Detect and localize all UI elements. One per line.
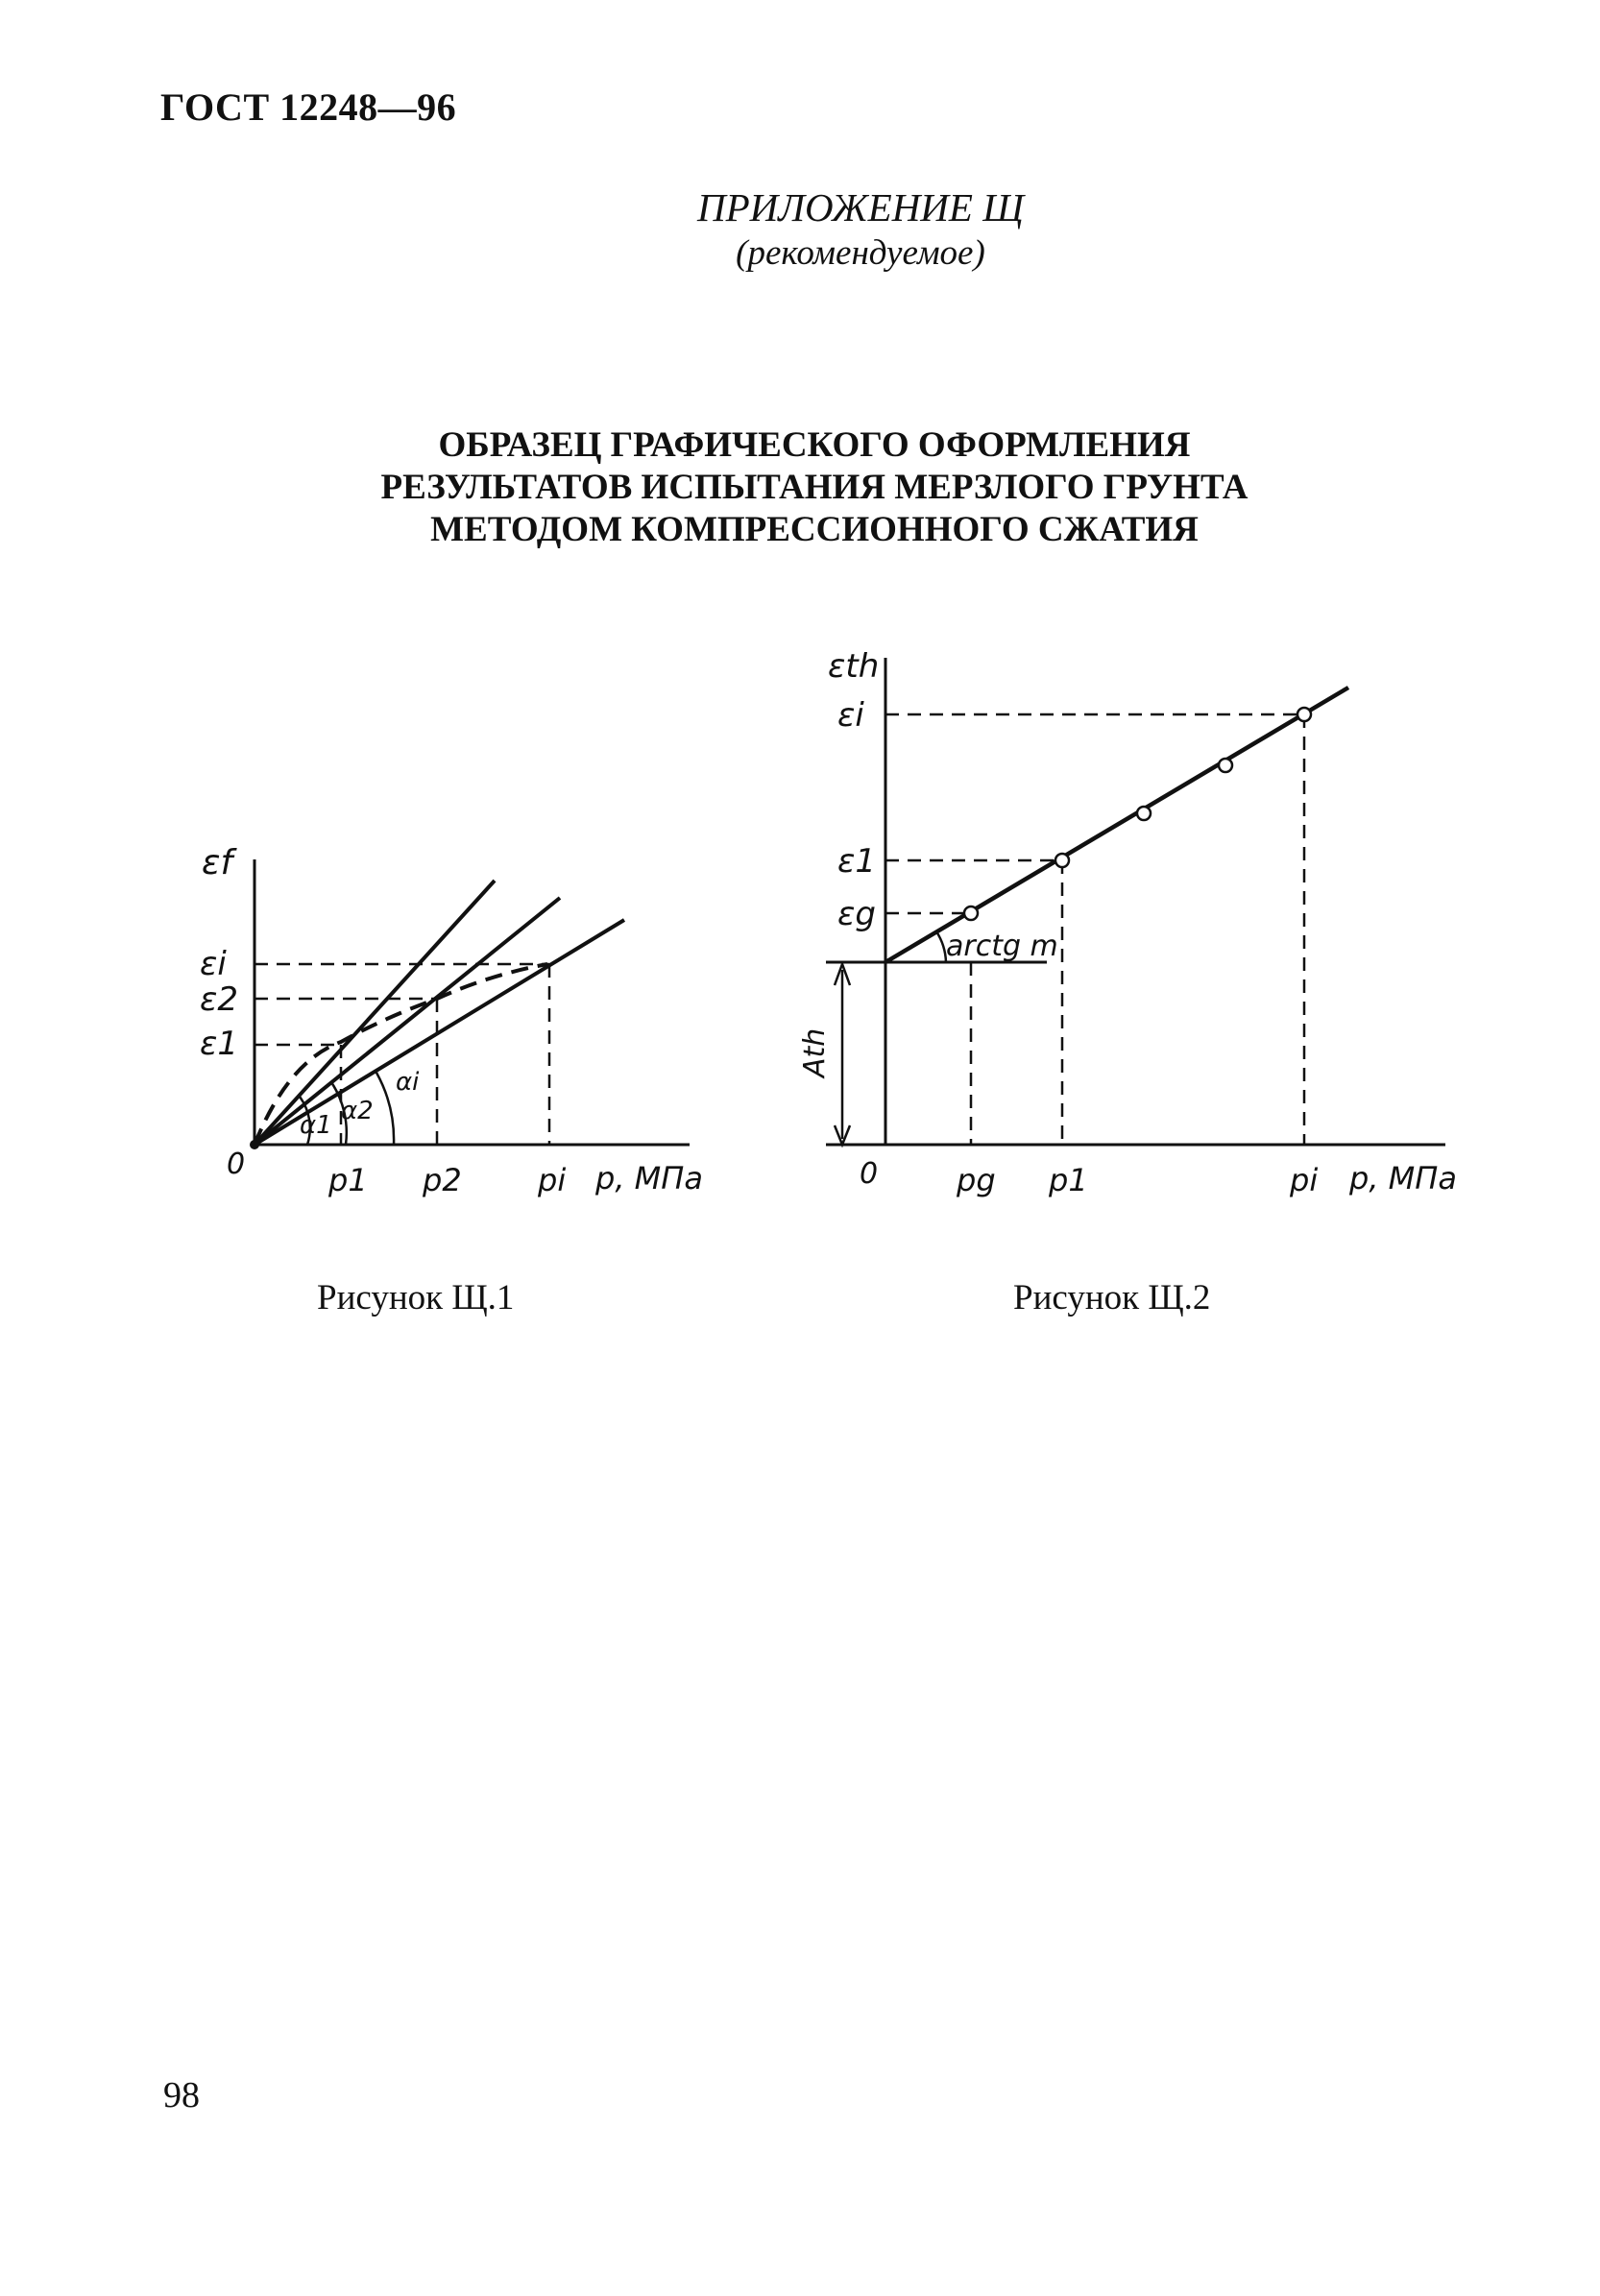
fig2-marker	[964, 906, 978, 920]
fig2-y-label: εth	[828, 647, 880, 686]
fig2-x-tick: pg	[957, 1162, 996, 1198]
fig2-y-tick: εi	[837, 696, 864, 735]
fig2-y-tick: εg	[837, 895, 876, 933]
fig1-x-tick: pi	[538, 1162, 567, 1198]
document-title-line: МЕТОДОМ КОМПРЕССИОННОГО СЖАТИЯ	[430, 510, 1199, 549]
page-number: 98	[163, 2075, 200, 2115]
fig2-fit-line	[885, 688, 1348, 962]
fig1-x-label: p, МПа	[595, 1160, 703, 1196]
fig2-arc-slope	[936, 931, 946, 962]
appendix-title: ПРИЛОЖЕНИЕ Щ	[697, 185, 1024, 230]
fig1-x-tick: p2	[423, 1162, 462, 1198]
fig1-origin-label: 0	[227, 1148, 246, 1181]
fig1-y-tick: εi	[200, 945, 227, 983]
figure-1-caption: Рисунок Щ.1	[317, 1278, 515, 1317]
fig2-slope-label: arctg m	[946, 930, 1058, 963]
fig1-x-tick: p1	[328, 1162, 368, 1198]
fig2-origin-label: 0	[860, 1157, 879, 1191]
fig1-y-label: εf	[202, 843, 233, 882]
fig2-y-tick: ε1	[837, 842, 877, 881]
fig2-x-label: p, МПа	[1349, 1160, 1457, 1196]
fig1-angle-label: α2	[341, 1097, 374, 1125]
fig2-x-tick: p1	[1049, 1162, 1088, 1198]
fig2-x-tick: pi	[1290, 1162, 1319, 1198]
fig2-intercept-label: Ath	[798, 1027, 832, 1077]
fig1-y-tick: ε1	[200, 1025, 239, 1063]
figure-2-caption: Рисунок Щ.2	[1013, 1278, 1211, 1317]
fig2-marker	[1137, 807, 1151, 820]
fig2-marker	[1219, 759, 1232, 772]
document-title-line: ОБРАЗЕЦ ГРАФИЧЕСКОГО ОФОРМЛЕНИЯ	[438, 425, 1191, 465]
standard-code: ГОСТ 12248—96	[160, 85, 457, 129]
fig1-y-tick: ε2	[200, 980, 239, 1019]
appendix-status: (рекомендуемое)	[736, 233, 985, 273]
fig1-angle-label: αi	[396, 1068, 420, 1097]
fig1-angle-label: α1	[300, 1111, 332, 1140]
document-title-line: РЕЗУЛЬТАТОВ ИСПЫТАНИЯ МЕРЗЛОГО ГРУНТА	[380, 468, 1248, 507]
fig2-marker	[1297, 708, 1311, 721]
fig2-marker	[1055, 854, 1069, 867]
